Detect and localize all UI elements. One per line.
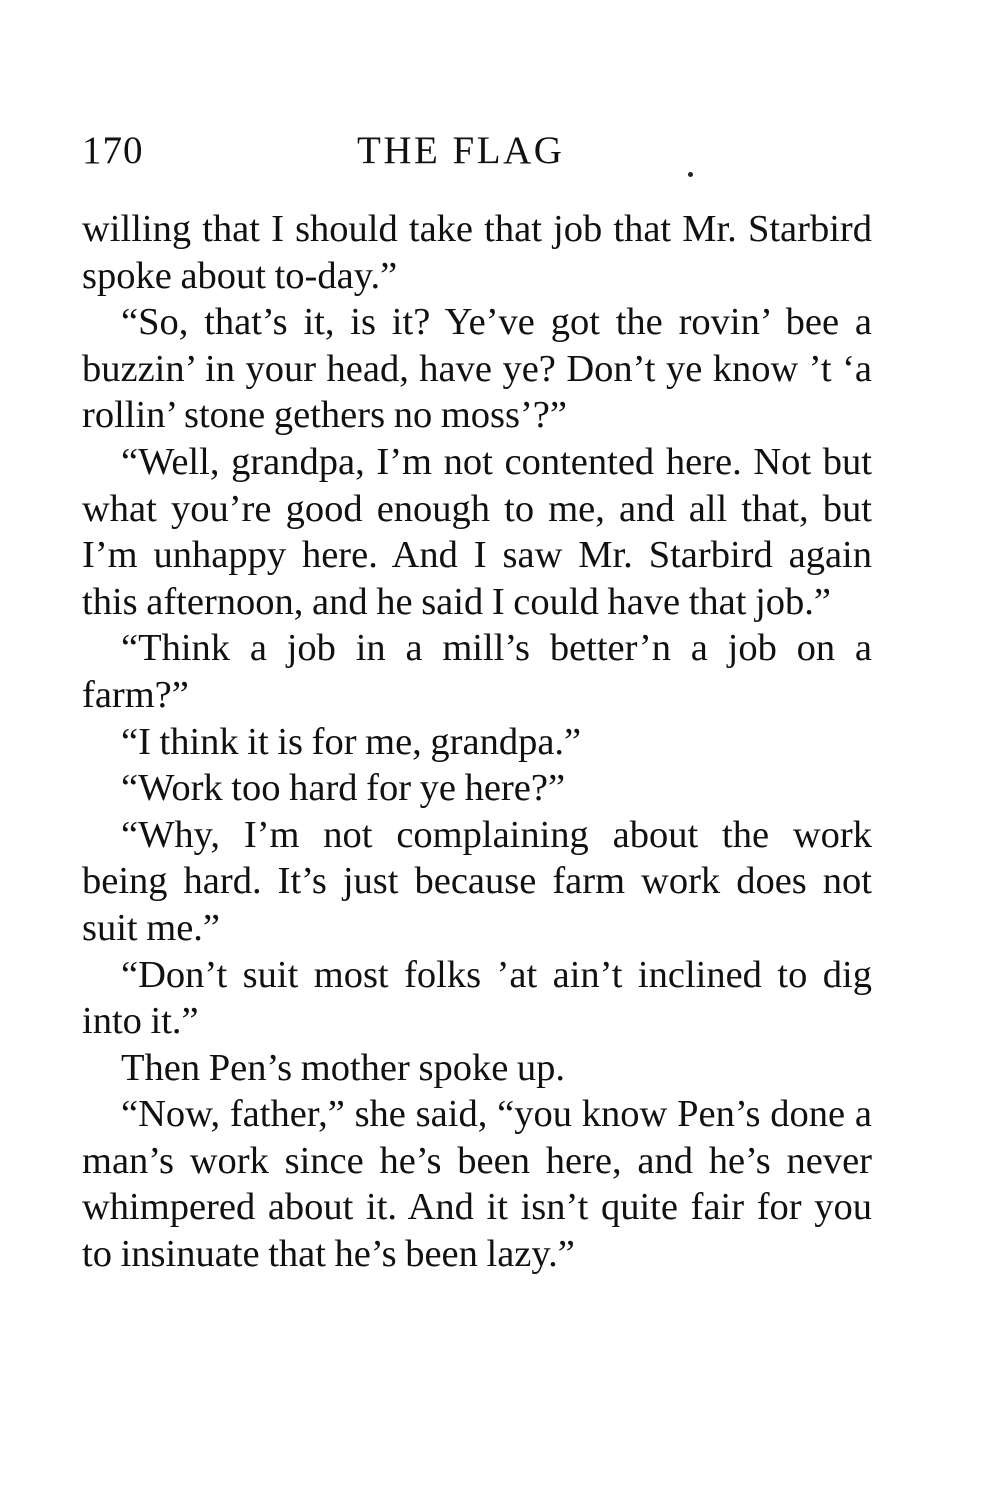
paragraph: “Don’t suit most folks ’at ain’t inclined to dig into it.” — [82, 953, 872, 1043]
paragraph: Then Pen’s mother spoke up. — [121, 1046, 566, 1089]
book-page — [82, 128, 872, 1278]
paragraph-continued: willing that I should take that job that Mr. Starbird spoke about to-day.” — [82, 208, 872, 297]
paragraph: “So, that’s it, is it? Ye’ve got the rovin’ bee a buzzin’ in your head, have ye? Don’t ye know ’t ‘a rollin’ stone gethers no moss’?” — [82, 301, 872, 437]
paragraph: “Think a job in a mill’s better’n a job on a farm?” — [82, 627, 872, 716]
page-number: 170 — [82, 129, 144, 172]
paragraph: “Well, grandpa, I’m not contented here. Not but what you’re good enough to me, and all that, but I’m unhappy here. And I saw Mr. Starbird again this afternoon, and he said I could have that job.” — [82, 440, 872, 623]
page-header — [82, 128, 872, 182]
running-title: THE FLAG — [357, 129, 565, 172]
paragraph: “I think it is for me, grandpa.” — [121, 720, 582, 763]
print-speck — [688, 172, 693, 177]
paragraph: “Now, father,” she said, “you know Pen’s done a man’s work since he’s been here, and he’s never whimpered about it. And it isn’t quite fair for you to insinuate that he’s been lazy.” — [82, 1093, 872, 1276]
paragraph: “Work too hard for ye here?” — [121, 767, 566, 810]
paragraph: “Why, I’m not complaining about the work being hard. It’s just because farm work does not suit me.” — [82, 813, 872, 949]
body-text — [82, 206, 872, 1278]
